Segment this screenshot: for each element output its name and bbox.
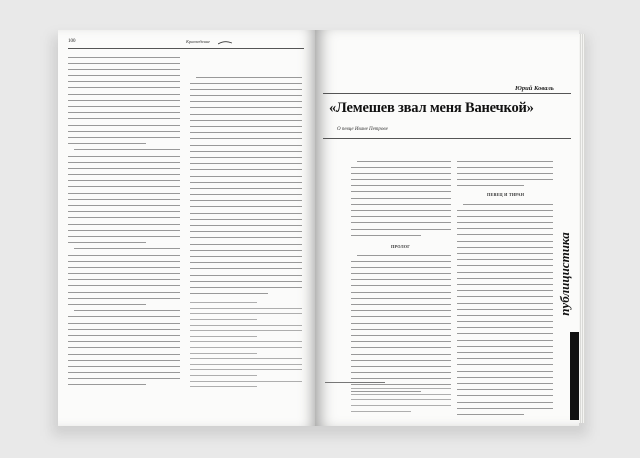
article-title: «Лемешев звал меня Ванечкой» (329, 100, 534, 116)
page-number: 100 (68, 39, 76, 44)
vertical-section-label: публицистика (557, 232, 572, 316)
title-rule-top (323, 93, 571, 94)
running-head: Краеведение (186, 39, 211, 44)
left-page-header (68, 39, 304, 49)
left-page (58, 30, 315, 426)
left-references (190, 300, 302, 390)
article-subtitle: О певце Иване Петрове (337, 127, 388, 132)
right-column-1-continued (351, 252, 451, 394)
author-name: Юрий Коваль (515, 85, 554, 92)
right-page (315, 30, 579, 426)
left-column-2 (190, 74, 302, 297)
page-edge-stack (579, 34, 585, 423)
footnote-rule (325, 382, 385, 383)
right-column-2 (457, 158, 553, 189)
right-column-2-continued (457, 201, 553, 418)
vertical-black-bar (570, 332, 579, 420)
section-heading-singer: ПЕВЕЦ И ТИРАН (487, 192, 525, 197)
section-heading-prolog: ПРОЛОГ (391, 244, 411, 249)
title-rule-bottom (323, 138, 571, 139)
swoosh-ornament (218, 41, 232, 45)
left-column-1 (68, 54, 180, 388)
footnote (351, 386, 451, 414)
right-column-1 (351, 158, 451, 238)
